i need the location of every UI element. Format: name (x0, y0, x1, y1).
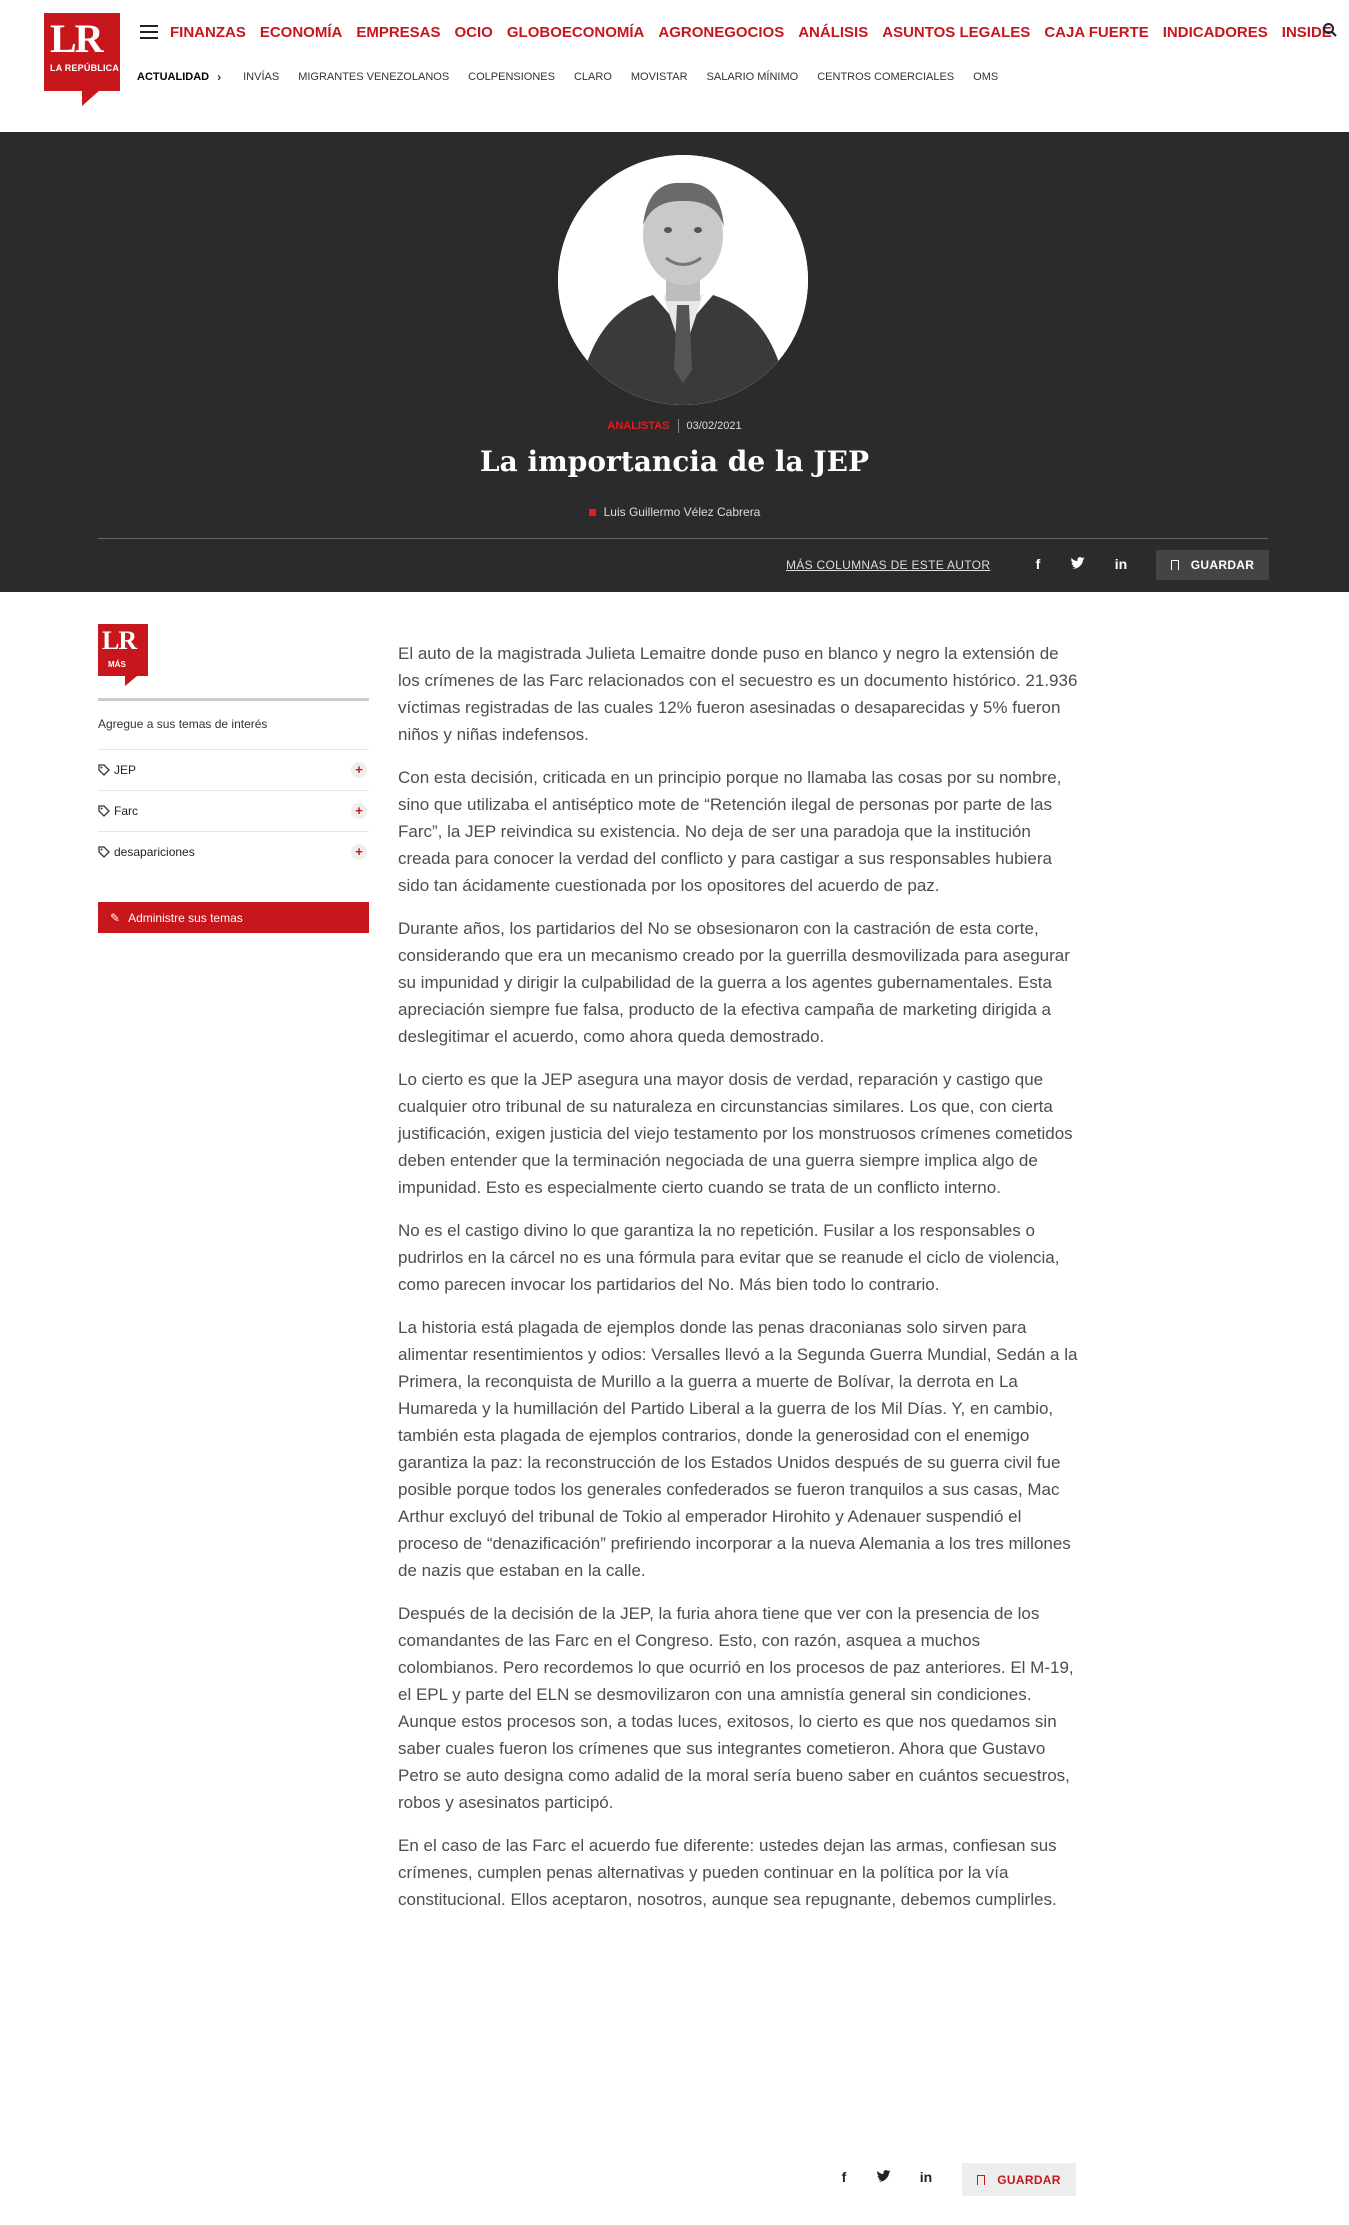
main-nav (170, 24, 1346, 41)
sidebar-topic-farc[interactable] (98, 790, 369, 830)
nav-item-analisis[interactable]: ANÁLISIS (798, 24, 869, 41)
author-name[interactable]: Luis Guillermo Vélez Cabrera (603, 505, 761, 519)
twitter-icon[interactable] (874, 2167, 894, 2187)
article-paragraph: No es el castigo divino lo que garantiza la no repetición. Fusilar a los responsables o pudrirlos en la cárcel no es una fórmula para evitar que se reanude el ciclo de violencia, como parecen invocar los partidarios del No. Más bien todo lo contrario. (398, 1221, 1060, 1294)
article-paragraph: Con esta decisión, criticada en un principio porque no llamaba las cosas por su nombre, sino que utilizaba el antiséptico mote de “Retención ilegal de personas por parte de las Farc”, la JEP reivindica su existencia. No deja de ser una paradoja que la institución creada para conocer la verdad del conflicto y para castigar a sus responsables hubiera sido tan ácidamente cuestionada por los opositores del acuerdo de paz. (398, 768, 1062, 895)
search-icon[interactable] (1322, 22, 1338, 38)
lr-mas-logo[interactable] (98, 624, 148, 676)
nav-item-empresas[interactable]: EMPRESAS (356, 24, 441, 41)
article-paragraph: Lo cierto es que la JEP asegura una mayor dosis de verdad, reparación y castigo que cualquier otro tribunal de su naturaleza en circunstancias similares. Los que, con cierta justificación, exigen justicia del viejo testamento por los monstruosos crímenes cometidos deben entender que la terminación negociada de una guerra siempre implica algo de impunidad. Esto es especialmente cierto cuando se trata de un conflicto interno. (398, 1070, 1073, 1197)
add-topic-icon[interactable]: + (351, 803, 367, 819)
topic-link[interactable]: CLARO (573, 71, 612, 83)
save-button-bottom[interactable] (962, 2163, 1076, 2196)
section-label[interactable]: ANALISTAS (607, 420, 670, 432)
logo-tail (82, 90, 100, 106)
article-body (398, 640, 1080, 1929)
sidebar-topic-desapariciones[interactable] (98, 831, 369, 871)
topic-link[interactable]: OMS (973, 71, 999, 83)
chevron-right-icon: › (217, 70, 222, 84)
tag-icon (98, 764, 110, 776)
meta-separator (678, 419, 679, 433)
logo-text: LR (50, 16, 102, 61)
tag-icon (98, 846, 110, 858)
linkedin-icon[interactable]: in (919, 2169, 933, 2185)
topic-link[interactable]: COLPENSIONES (468, 71, 555, 83)
manage-topics-button[interactable] (98, 902, 369, 933)
nav-item-globoeconomia[interactable]: GLOBOECONOMÍA (506, 24, 645, 41)
logo-subtitle: LA REPÚBLICA (50, 63, 120, 73)
author-bullet (589, 509, 596, 516)
article-meta (0, 419, 1349, 433)
sidebar-topic-jep[interactable] (98, 749, 369, 789)
topic-label: desapariciones (114, 844, 195, 859)
pencil-icon: ✎ (110, 910, 121, 925)
add-topic-icon[interactable]: + (351, 844, 367, 860)
nav-item-indicadores[interactable]: INDICADORES (1162, 24, 1268, 41)
topic-link[interactable]: SALARIO MÍNIMO (706, 71, 799, 83)
save-button[interactable] (1156, 550, 1269, 580)
lr-mas-logo-sub: MÁS (108, 660, 126, 669)
sidebar-prompt: Agregue a sus temas de interés (98, 717, 268, 731)
facebook-icon[interactable]: f (841, 2169, 847, 2185)
topic-link[interactable]: MIGRANTES VENEZOLANOS (298, 71, 450, 83)
topics-current[interactable]: ACTUALIDAD (137, 71, 210, 83)
page-title: La importancia de la JEP (479, 445, 870, 478)
article-hero (0, 132, 1349, 592)
facebook-icon[interactable]: f (1035, 556, 1041, 572)
lr-mas-logo-tail (125, 676, 137, 686)
nav-item-caja-fuerte[interactable]: CAJA FUERTE (1044, 24, 1149, 41)
nav-item-economia[interactable]: ECONOMÍA (259, 24, 343, 41)
bookmark-icon (1171, 560, 1179, 570)
article-paragraph: El auto de la magistrada Julieta Lemaitre donde puso en blanco y negro la extensión de los crímenes de las Farc relacionados con el secuestro es un documento histórico. 21.936 víctimas registradas de las cuales 12% fueron asesinadas o desaparecidas y 5% fueron niños y niñas indefensos. (398, 644, 1078, 744)
topic-link[interactable]: CENTROS COMERCIALES (817, 71, 955, 83)
save-label: GUARDAR (997, 2172, 1061, 2187)
bookmark-icon (977, 2175, 985, 2185)
nav-item-finanzas[interactable]: FINANZAS (170, 24, 246, 41)
la-republica-logo[interactable] (44, 13, 120, 91)
lr-mas-logo-text: LR (102, 626, 137, 655)
sidebar-divider (98, 698, 369, 701)
twitter-icon[interactable] (1068, 554, 1088, 574)
topic-link[interactable]: INVÍAS (243, 71, 280, 83)
topic-label: Farc (114, 803, 138, 818)
article-paragraph: Durante años, los partidarios del No se obsesionaron con la castración de esta corte, considerando que era un mecanismo creado por la guerrilla desmovilizada para asegurar su impunidad y dirigir la culpabilidad de la guerra a los agentes gubernamentales. Esta apreciación siempre fue falsa, producto de la efectiva campaña de marketing dirigida a deslegitimar el acuerdo, como ahora queda demostrado. (398, 919, 1070, 1046)
topics-nav (137, 70, 1017, 84)
menu-icon[interactable] (140, 25, 158, 39)
article-paragraph: Después de la decisión de la JEP, la furia ahora tiene que ver con la presencia de los comandantes de las Farc en el Congreso. Esto, con razón, asquea a muchos colombianos. Pero recordemos lo que ocurrió en los procesos de paz anteriores. El M-19, el EPL y parte del ELN se desmovilizaron con una amnistía general sin condiciones. Aunque estos procesos son, a todas luces, exitosos, lo cierto es que nos quedamos sin saber cuales fueron los crímenes que sus integrantes cometieron. Ahora que Gustavo Petro se auto designa como adalid de la moral sería bueno saber en cuántos secuestros, robos y asesinatos participó. (398, 1604, 1074, 1812)
hero-divider (98, 538, 1268, 539)
author-portrait (558, 155, 808, 405)
save-label: GUARDAR (1190, 558, 1255, 572)
nav-item-inside[interactable]: INSIDE (1281, 24, 1332, 41)
site-header (0, 0, 1349, 132)
nav-item-asuntos-legales[interactable]: ASUNTOS LEGALES (882, 24, 1031, 41)
manage-topics-label: Administre sus temas (128, 910, 243, 925)
article-paragraph: En el caso de las Farc el acuerdo fue diferente: ustedes dejan las armas, confiesan sus crímenes, cumplen penas alternativas y pueden continuar en la política por la vía constitucional. Ellos aceptaron, nosotros, aunque sea repugnante, debemos cumplirles. (398, 1836, 1057, 1909)
article-paragraph: La historia está plagada de ejemplos donde las penas draconianas solo sirven para alimentar resentimientos y odios: Versalles llevó a la Segunda Guerra Mundial, Sedán a la Primera, la reconquista de Murillo a la guerra a muerte de Bolívar, la derrota en La Humareda y la humillación del Partido Liberal a la guerra de los Mil Días. Y, en cambio, también esta plagada de ejemplos contrarios, donde la generosidad con el enemigo garantiza la paz: la reconstrucción de los Estados Unidos después de su guerra civil fue posible porque todos los generales confederados se fueron tranquilos a sus casas, Mac Arthur excluyó del tribunal de Tokio al emperador Hirohito y Adenauer suspendió el proceso de “denazificación” prefiriendo incorporar a la nueva Alemania a los tres millones de nazis que estaban en la calle. (398, 1318, 1078, 1580)
more-columns-link[interactable]: MÁS COLUMNAS DE ESTE AUTOR (786, 558, 991, 572)
linkedin-icon[interactable]: in (1114, 556, 1128, 572)
author-byline (0, 505, 1349, 519)
nav-item-ocio[interactable]: OCIO (454, 24, 493, 41)
publish-date: 03/02/2021 (686, 420, 742, 432)
topic-link[interactable]: MOVISTAR (630, 71, 688, 83)
nav-item-agronegocios[interactable]: AGRONEGOCIOS (658, 24, 785, 41)
topic-label: JEP (114, 762, 137, 777)
add-topic-icon[interactable]: + (351, 762, 367, 778)
tag-icon (98, 805, 110, 817)
